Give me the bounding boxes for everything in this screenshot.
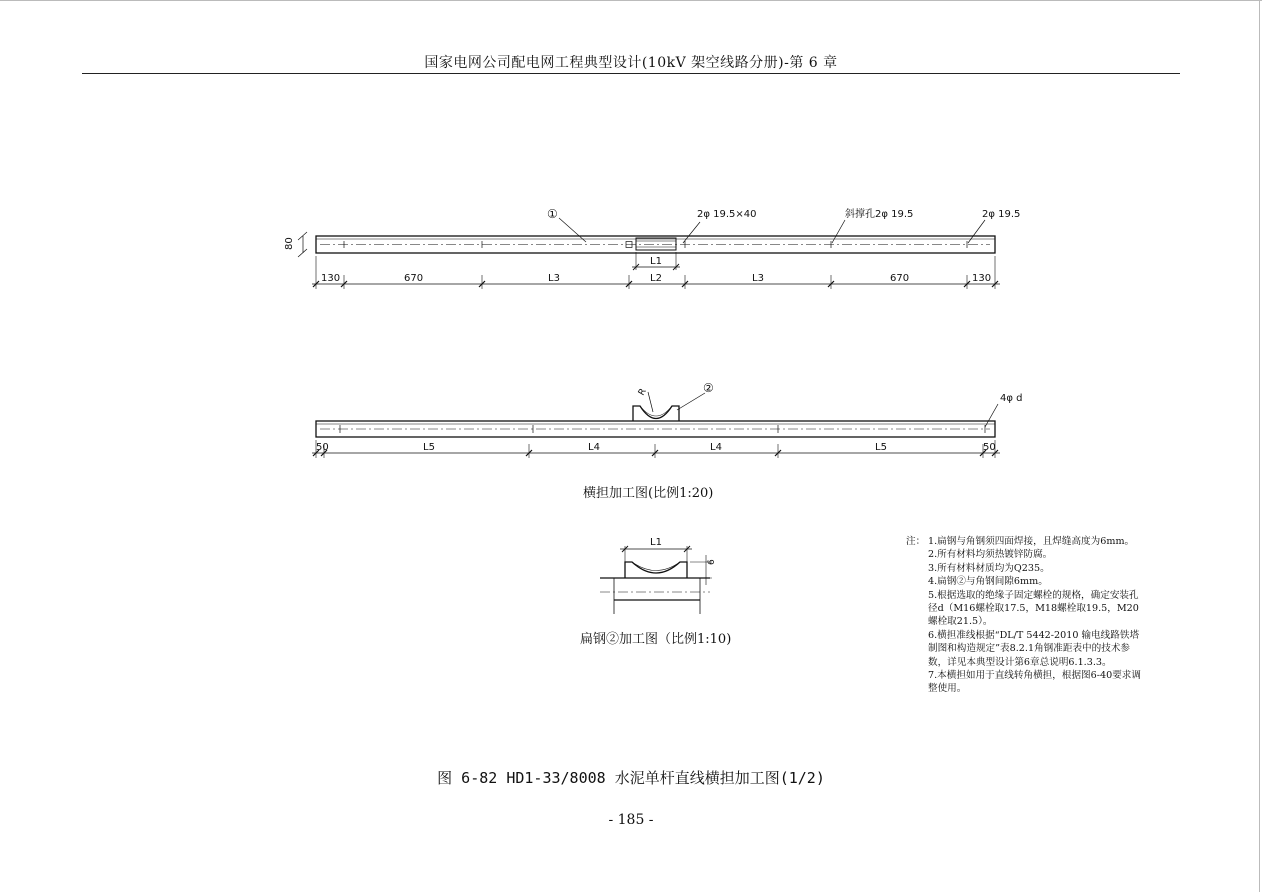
l1-dim-label: L1 [650, 256, 662, 267]
callout-mount-holes: 4φ d [1000, 393, 1023, 404]
dim-label: 50 [316, 442, 329, 453]
callout-brace-holes: 斜撑孔2φ 19.5 [845, 209, 914, 220]
note-item [906, 669, 1148, 696]
notes-lead: 注： [906, 536, 926, 547]
balloon-2: ② [703, 381, 714, 395]
dim-label: 130 [321, 273, 341, 284]
note-item [906, 562, 1148, 575]
crossarm-caption: 横担加工图(比例1:20) [583, 486, 714, 501]
dim-label: L3 [752, 273, 764, 284]
figure-title: 图 6-82 HD1-33/8008 水泥单杆直线横担加工图(1/2) [437, 769, 825, 787]
crossarm-front-view [312, 392, 1000, 458]
note-item [906, 589, 1148, 629]
flat-steel-caption: 扁钢②加工图（比例1:10) [580, 632, 732, 647]
dim-label: L2 [650, 273, 662, 284]
dim-label: L3 [548, 273, 560, 284]
note-item [906, 575, 1148, 588]
l1-dim-label: L1 [650, 537, 662, 548]
note-item [906, 629, 1148, 669]
gap-dim-label: 6 [707, 559, 717, 565]
note-text: 4.扁钢②与角钢间隙6mm。 [928, 576, 1048, 588]
note-text: 2.所有材料均须热镀锌防腐。 [928, 549, 1053, 561]
flat-steel-detail [600, 546, 712, 614]
dim-label: L5 [423, 442, 435, 453]
dim-label: 50 [983, 442, 996, 453]
note-text: 3.所有材料材质均为Q235。 [928, 562, 1050, 574]
radius-label: R [636, 387, 649, 398]
page-number: - 185 - [608, 812, 654, 828]
callout-end-holes: 2φ 19.5 [982, 209, 1021, 220]
note-text: 7.本横担如用于直线转角横担，根据图6-40要求调整使用。 [928, 670, 1141, 695]
note-text: 5.根据选取的绝缘子固定螺栓的规格，确定安装孔径d（M16螺栓取17.5，M18螺栓取19.5，M20螺栓取21.5）。 [928, 589, 1139, 628]
dim-label: 670 [404, 273, 424, 284]
header-title: 国家电网公司配电网工程典型设计(10kV 架空线路分册)-第 6 章 [424, 55, 838, 71]
note-item [906, 535, 1148, 548]
dim-label: 670 [890, 273, 910, 284]
dim-label: L4 [710, 442, 722, 453]
height-dim-label: 80 [284, 237, 295, 250]
note-item [906, 548, 1148, 561]
dim-label: 130 [972, 273, 992, 284]
balloon-1: ① [547, 207, 558, 221]
note-text: 1.扁钢与角钢须四面焊接，且焊缝高度为6mm。 [928, 536, 1135, 547]
notes-block [906, 535, 1148, 696]
dim-label: L5 [875, 442, 887, 453]
dim-label: L4 [588, 442, 600, 453]
note-text: 6.横担准线根据“DL/T 5442-2010 输电线路铁塔制图和构造规定”表8.2.1角钢准距表中的技术参数，详见本典型设计第6章总说明6.1.3.3。 [928, 629, 1140, 668]
callout-slot: 2φ 19.5×40 [697, 209, 757, 220]
